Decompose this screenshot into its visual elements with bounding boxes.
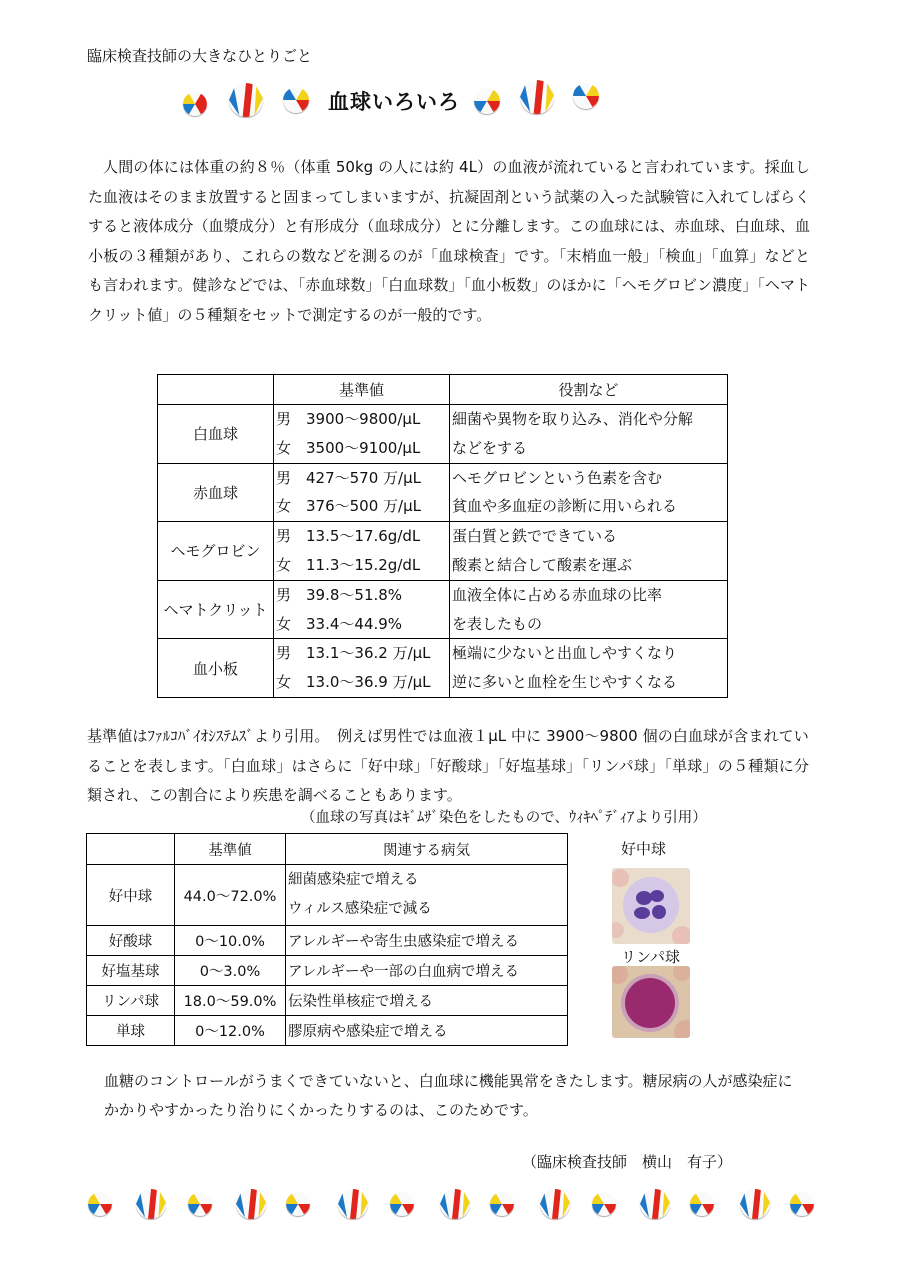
role-text: 細菌や異物を取り込み、消化や分解: [452, 410, 693, 428]
row-label: ヘモグロビン: [158, 522, 274, 581]
beach-ball-icon: [188, 1192, 212, 1216]
role-text: 極端に少ないと出血しやすくなり: [452, 644, 678, 663]
reference-value: 18.0～59.0%: [175, 986, 286, 1016]
differential-table: [86, 833, 568, 1046]
beach-ball-icon: [474, 88, 500, 114]
header-cell: 関連する病気: [286, 834, 568, 865]
female-range: 女 33.4～44.9%: [276, 614, 403, 633]
male-range: 男 13.1～36.2 万/μL: [276, 644, 431, 663]
disease-text: 細菌感染症で増える: [288, 872, 419, 888]
row-label: 血小板: [158, 639, 274, 698]
beach-ball-icon: [690, 1192, 714, 1216]
reference-value: 0～10.0%: [175, 926, 286, 956]
female-range: 女 376～500 万/μL: [276, 497, 421, 516]
female-range: 女 3500～9100/μL: [276, 438, 421, 457]
beach-ball-icon: [229, 83, 263, 117]
table-row: [158, 580, 728, 639]
role-text: 酸素と結合して酸素を運ぶ: [452, 555, 633, 574]
header-cell: 基準値: [274, 375, 450, 405]
intro-paragraph: 人間の体には体重の約８％（体重 50kg の人には約 4L）の血液が流れていると言われています。採血した血液はそのまま放置すると固まってしまいますが、抗凝固剤という試薬の入った試験管に入れてしばらくすると液体成分（血漿成分）と有形成分（血球成分）とに分離します。この血球には、赤血球、白血球、血小板の３種類があり、これらの数などを測るのが「血球検査」です。「末梢血一般」「検血」「血算」などとも言われます。健診などでは、「赤血球数」「白血球数」「血小板数」のほかに「ヘモグロビン濃度」「ヘマトクリット値」の５種類をセットで測定するのが一般的です。: [88, 158, 810, 324]
lymphocyte-photo-label: リンパ球: [621, 948, 680, 966]
beach-ball-icon: [183, 92, 207, 116]
neutrophil-photo: [612, 868, 690, 944]
reference-note: 基準値はﾌｧﾙｺﾊﾞｲｵｼｽﾃﾑｽﾞより引用。 例えば男性では血液１μL 中に 3900～9800 個の白血球が含まれていることを表します。「白血球」はさらに「好中球」「好酸球」「好塩基球」「リンパ球」「単球」の５種類に分類され、この割合により疾患を調べることもあります。: [87, 727, 809, 804]
beach-ball-icon: [790, 1192, 814, 1216]
header-cell: 役割など: [450, 375, 728, 405]
beach-ball-icon: [592, 1192, 616, 1216]
reference-value: 0～3.0%: [175, 956, 286, 986]
beach-ball-icon: [390, 1192, 414, 1216]
role-text: などをする: [452, 438, 528, 457]
table-row: [158, 463, 728, 522]
table-row: [87, 926, 568, 956]
page-title: 血球いろいろ: [328, 90, 460, 114]
beach-ball-icon: [286, 1192, 310, 1216]
row-label: 好中球: [87, 865, 175, 926]
row-label: 赤血球: [158, 463, 274, 522]
beach-ball-icon: [573, 83, 599, 109]
header-cell: [87, 834, 175, 865]
table-row: [87, 956, 568, 986]
lymphocyte-photo: [612, 966, 690, 1038]
beach-ball-icon: [640, 1189, 670, 1219]
reference-values-table: [157, 374, 728, 698]
role-text: 血液全体に占める赤血球の比率: [452, 585, 663, 604]
table-row: [87, 1016, 568, 1046]
row-label: ヘマトクリット: [158, 580, 274, 639]
table-row: [87, 986, 568, 1016]
role-text: ヘモグロビンという色素を含む: [452, 468, 663, 487]
beach-ball-icon: [236, 1189, 266, 1219]
female-range: 女 13.0～36.9 万/μL: [276, 673, 431, 692]
table-row: [87, 865, 568, 926]
table-row: [158, 405, 728, 464]
row-label: 好酸球: [87, 926, 175, 956]
reference-value: 44.0～72.0%: [175, 865, 286, 926]
row-label: 好塩基球: [87, 956, 175, 986]
male-range: 男 39.8～51.8%: [276, 585, 403, 604]
male-range: 男 427～570 万/μL: [276, 468, 421, 487]
table-row: [158, 639, 728, 698]
role-text: 貧血や多血症の診断に用いられる: [452, 497, 678, 516]
series-label: 臨床検査技師の大きなひとりごと: [87, 47, 313, 65]
role-text: を表したもの: [452, 614, 543, 633]
closing-paragraph: 血糖のコントロールがうまくできていないと、白血球に機能異常をきたします。糖尿病の人が感染症にかかりやすかったり治りにくかったりするのは、このためです。: [104, 1072, 793, 1119]
header-cell: [158, 375, 274, 405]
female-range: 女 11.3～15.2g/dL: [276, 555, 421, 574]
row-label: 白血球: [158, 405, 274, 464]
beach-ball-icon: [136, 1189, 166, 1219]
table-header-row: [158, 375, 728, 405]
header-cell: 基準値: [175, 834, 286, 865]
row-label: 単球: [87, 1016, 175, 1046]
beach-ball-icon: [88, 1192, 112, 1216]
beach-ball-icon: [540, 1189, 570, 1219]
beach-ball-icon: [338, 1189, 368, 1219]
beach-ball-icon: [283, 87, 309, 113]
beach-ball-icon: [520, 80, 554, 114]
disease-text: 膠原病や感染症で増える: [286, 1016, 568, 1046]
disease-text: アレルギーや一部の白血病で増える: [286, 956, 568, 986]
beach-ball-icon: [490, 1192, 514, 1216]
disease-text: 伝染性単核症で増える: [286, 986, 568, 1016]
disease-text: ウィルス感染症で減る: [288, 901, 432, 917]
row-label: リンパ球: [87, 986, 175, 1016]
disease-text: アレルギーや寄生虫感染症で増える: [286, 926, 568, 956]
male-range: 男 13.5～17.6g/dL: [276, 527, 421, 546]
author-credit: （臨床検査技師 横山 有子）: [522, 1153, 733, 1171]
male-range: 男 3900～9800/μL: [276, 410, 421, 428]
role-text: 逆に多いと血栓を生じやすくなる: [452, 673, 678, 692]
table-header-row: [87, 834, 568, 865]
neutrophil-photo-label: 好中球: [621, 840, 667, 858]
beach-ball-icon: [440, 1189, 470, 1219]
table-row: [158, 522, 728, 581]
beach-ball-icon: [740, 1189, 770, 1219]
reference-value: 0～12.0%: [175, 1016, 286, 1046]
role-text: 蛋白質と鉄でできている: [452, 527, 618, 546]
photo-credit-note: （血球の写真はｷﾞﾑｻﾞ染色をしたもので、ｳｨｷﾍﾟﾃﾞｨｱより引用）: [301, 810, 707, 826]
